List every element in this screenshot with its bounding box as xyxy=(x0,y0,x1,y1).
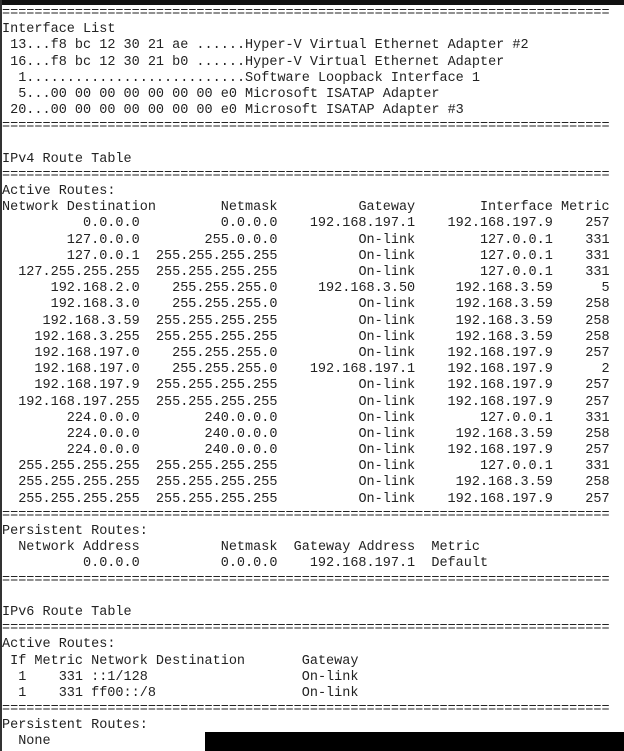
ipv4-title: IPv4 Route Table xyxy=(2,151,132,167)
interface-entry: 16...f8 bc 12 30 21 b0 ......Hyper-V Virtual Ethernet Adapter xyxy=(2,54,505,70)
cell-netmask: 240.0.0.0 xyxy=(204,410,278,426)
cell-gateway: 192.168.197.1 xyxy=(309,362,416,378)
cell-netmask: 255.0.0.0 xyxy=(204,232,278,248)
cell-metric: 257 xyxy=(585,216,610,232)
cell-gateway: On-link xyxy=(358,459,416,475)
cell-netmask: 255.255.255.0 xyxy=(172,362,278,378)
cell-destination: 192.168.197.9 xyxy=(34,378,140,394)
blank-line xyxy=(2,136,610,152)
ipv4-route-row xyxy=(2,378,610,394)
header-interface: Interface xyxy=(479,200,553,216)
ipv4-route-row xyxy=(2,216,610,232)
cell-gateway: On-link xyxy=(358,394,416,410)
cell-interface: 127.0.0.1 xyxy=(479,232,553,248)
cell-gateway: On-link xyxy=(358,475,416,491)
persistent-none-text: None xyxy=(18,734,51,750)
cell-destination: 127.255.255.255 xyxy=(18,265,140,280)
cell-destination: 192.168.3.59 xyxy=(42,313,140,329)
cell-interface: 192.168.3.59 xyxy=(455,329,553,345)
cell-network-destination: ff00::/8 xyxy=(91,685,156,701)
separator: =========================================================================== xyxy=(2,167,610,183)
ipv4-route-row xyxy=(2,281,610,297)
cell-metric: 257 xyxy=(585,394,610,410)
ipv6-route-row xyxy=(2,686,610,702)
cell-destination: 224.0.0.0 xyxy=(66,426,140,442)
cell-gateway: 192.168.3.50 xyxy=(317,281,416,297)
ipv4-route-row xyxy=(2,314,610,330)
interface-entry: 1...........................Software Loopback Interface 1 xyxy=(2,70,480,86)
cell-interface: 192.168.197.9 xyxy=(447,362,553,378)
separator: =========================================================================== xyxy=(2,621,610,637)
header-gateway-address: Gateway Address xyxy=(293,540,416,556)
separator: =========================================================================== xyxy=(2,6,610,21)
cell-metric: 331 xyxy=(585,232,610,248)
cell-interface: 192.168.197.9 xyxy=(447,345,553,361)
cell-netmask: 255.255.255.255 xyxy=(155,394,278,410)
cell-netmask: 255.255.255.255 xyxy=(155,475,278,491)
cell-destination: 192.168.197.0 xyxy=(34,362,140,378)
cell-netmask: 255.255.255.255 xyxy=(155,491,278,507)
ipv6-title: IPv6 Route Table xyxy=(2,604,132,620)
cell-interface: 192.168.3.59 xyxy=(455,313,553,329)
cell-metric: Default xyxy=(431,556,489,572)
cell-netmask: 255.255.255.255 xyxy=(155,329,278,345)
cell-interface: 192.168.3.59 xyxy=(455,281,553,297)
cell-gateway: On-link xyxy=(358,313,416,329)
ipv4-route-row xyxy=(2,411,610,427)
cell-metric: 2 xyxy=(601,362,610,378)
cell-interface: 192.168.197.9 xyxy=(447,491,553,507)
cell-gateway: On-link xyxy=(358,329,416,345)
cell-gateway: On-link xyxy=(358,265,416,280)
cell-interface: 192.168.3.59 xyxy=(455,426,553,442)
cell-interface: 127.0.0.1 xyxy=(479,459,553,475)
ipv4-route-row xyxy=(2,459,610,475)
ipv4-route-row xyxy=(2,443,610,459)
cell-destination: 255.255.255.255 xyxy=(18,475,140,491)
ipv6-active-routes-title: Active Routes: xyxy=(2,637,116,653)
ipv4-active-routes-title: Active Routes: xyxy=(2,184,116,200)
separator: =========================================================================== xyxy=(2,119,610,135)
cell-netmask: 255.255.255.255 xyxy=(155,459,278,475)
header-gateway: Gateway xyxy=(358,200,416,216)
cell-netmask: 255.255.255.0 xyxy=(172,281,278,297)
ipv6-persistent-routes-title: Persistent Routes: xyxy=(2,718,148,734)
cell-gateway: On-link xyxy=(358,232,416,248)
header-metric: Metric xyxy=(560,200,610,216)
cell-metric: 331 xyxy=(58,669,83,685)
ipv4-route-row xyxy=(2,395,610,411)
ipv4-route-row xyxy=(2,233,610,249)
ipv6-route-row xyxy=(2,670,610,686)
cell-network-destination: ::1/128 xyxy=(91,669,148,685)
cell-netmask: 240.0.0.0 xyxy=(204,426,278,442)
cell-if: 1 xyxy=(18,669,27,685)
ipv4-route-row xyxy=(2,346,610,362)
cell-destination: 192.168.2.0 xyxy=(50,281,140,297)
cell-metric: 257 xyxy=(585,345,610,361)
cell-if: 1 xyxy=(18,685,27,701)
cell-gateway: On-link xyxy=(301,685,359,701)
ipv4-route-row xyxy=(2,297,610,313)
ipv4-route-row xyxy=(2,330,610,346)
cell-gateway: On-link xyxy=(358,297,416,313)
cell-gateway-address: 192.168.197.1 xyxy=(309,556,416,572)
header-gateway: Gateway xyxy=(301,653,359,669)
cell-metric: 258 xyxy=(585,426,610,442)
interface-entry: 5...00 00 00 00 00 00 00 e0 Microsoft ISATAP Adapter xyxy=(2,86,440,102)
cell-metric: 331 xyxy=(585,459,610,475)
cell-destination: 192.168.197.0 xyxy=(34,345,140,361)
cell-gateway: On-link xyxy=(358,443,416,459)
interface-list-title: Interface List xyxy=(2,22,116,38)
cell-gateway: On-link xyxy=(358,491,416,507)
cell-destination: 255.255.255.255 xyxy=(18,491,140,507)
cell-gateway: On-link xyxy=(301,669,359,685)
cell-metric: 331 xyxy=(58,685,83,701)
cell-destination: 192.168.3.0 xyxy=(50,297,140,313)
header-metric: Metric xyxy=(431,540,480,556)
separator: =========================================================================== xyxy=(2,702,610,718)
header-network-address: Network Address xyxy=(18,540,140,556)
cell-metric: 258 xyxy=(585,475,610,491)
cell-interface: 192.168.197.9 xyxy=(447,216,553,232)
ipv4-route-row xyxy=(2,492,610,508)
cell-gateway: On-link xyxy=(358,378,416,394)
cell-destination: 224.0.0.0 xyxy=(66,443,140,459)
interface-entry: 20...00 00 00 00 00 00 00 e0 Microsoft ISATAP Adapter #3 xyxy=(2,103,464,119)
cell-metric: 258 xyxy=(585,329,610,345)
ipv4-route-row xyxy=(2,362,610,378)
header-network-destination: Network Destination xyxy=(91,653,246,669)
cell-gateway: On-link xyxy=(358,426,416,442)
ipv4-route-row xyxy=(2,265,610,281)
cell-netmask: 255.255.255.255 xyxy=(155,248,278,264)
header-metric: Metric xyxy=(34,653,84,669)
header-if: If xyxy=(10,653,27,669)
cell-destination: 224.0.0.0 xyxy=(66,410,140,426)
cell-destination: 192.168.3.255 xyxy=(34,329,140,345)
cell-destination: 127.0.0.1 xyxy=(66,248,140,264)
cell-netmask: 0.0.0.0 xyxy=(220,556,278,572)
cell-interface: 192.168.197.9 xyxy=(447,394,553,410)
cell-metric: 258 xyxy=(585,297,610,313)
cell-metric: 331 xyxy=(585,248,610,264)
cell-metric: 331 xyxy=(585,265,610,280)
ipv4-route-row xyxy=(2,475,610,491)
cell-interface: 192.168.197.9 xyxy=(447,378,553,394)
persistent-table-header xyxy=(2,540,610,556)
cell-metric: 258 xyxy=(585,313,610,329)
cell-netmask: 240.0.0.0 xyxy=(204,443,278,459)
blank-line xyxy=(2,589,610,605)
ipv4-table-header xyxy=(2,200,610,216)
interface-entry: 13...f8 bc 12 30 21 ae ......Hyper-V Virtual Ethernet Adapter #2 xyxy=(2,38,529,54)
cell-network-address: 0.0.0.0 xyxy=(83,556,140,572)
cell-destination: 192.168.197.255 xyxy=(18,394,140,410)
separator: =========================================================================== xyxy=(2,572,610,588)
header-netmask: Netmask xyxy=(220,540,278,556)
cell-interface: 192.168.3.59 xyxy=(455,475,553,491)
separator: =========================================================================== xyxy=(2,507,610,523)
cell-metric: 257 xyxy=(585,443,610,459)
cell-interface: 192.168.197.9 xyxy=(447,443,553,459)
cell-netmask: 255.255.255.255 xyxy=(155,265,278,280)
persistent-route-row xyxy=(2,556,610,572)
console-output xyxy=(2,6,610,751)
cell-interface: 127.0.0.1 xyxy=(479,410,553,426)
cell-interface: 192.168.3.59 xyxy=(455,297,553,313)
cell-netmask: 255.255.255.255 xyxy=(155,378,278,394)
header-netmask: Netmask xyxy=(220,200,278,216)
cell-gateway: 192.168.197.1 xyxy=(309,216,416,232)
cell-metric: 257 xyxy=(585,378,610,394)
cell-netmask: 255.255.255.255 xyxy=(155,313,278,329)
cell-metric: 331 xyxy=(585,410,610,426)
window-top-edge xyxy=(0,0,624,5)
cell-metric: 257 xyxy=(585,491,610,507)
header-destination: Network Destination xyxy=(2,200,156,216)
cell-destination: 0.0.0.0 xyxy=(83,216,140,232)
cell-netmask: 0.0.0.0 xyxy=(220,216,278,232)
ipv4-route-row xyxy=(2,249,610,265)
ipv4-persistent-routes-title: Persistent Routes: xyxy=(2,524,148,539)
ipv4-route-row xyxy=(2,427,610,443)
cell-interface: 127.0.0.1 xyxy=(479,265,553,280)
cell-destination: 127.0.0.0 xyxy=(66,232,140,248)
cell-destination: 255.255.255.255 xyxy=(18,459,140,475)
cell-netmask: 255.255.255.0 xyxy=(172,345,278,361)
console-blank-area xyxy=(205,732,624,751)
cell-gateway: On-link xyxy=(358,410,416,426)
cell-gateway: On-link xyxy=(358,248,416,264)
cell-netmask: 255.255.255.0 xyxy=(172,297,278,313)
ipv6-table-header xyxy=(2,654,610,670)
cell-gateway: On-link xyxy=(358,345,416,361)
cell-interface: 127.0.0.1 xyxy=(479,248,553,264)
cell-metric: 5 xyxy=(601,281,610,297)
